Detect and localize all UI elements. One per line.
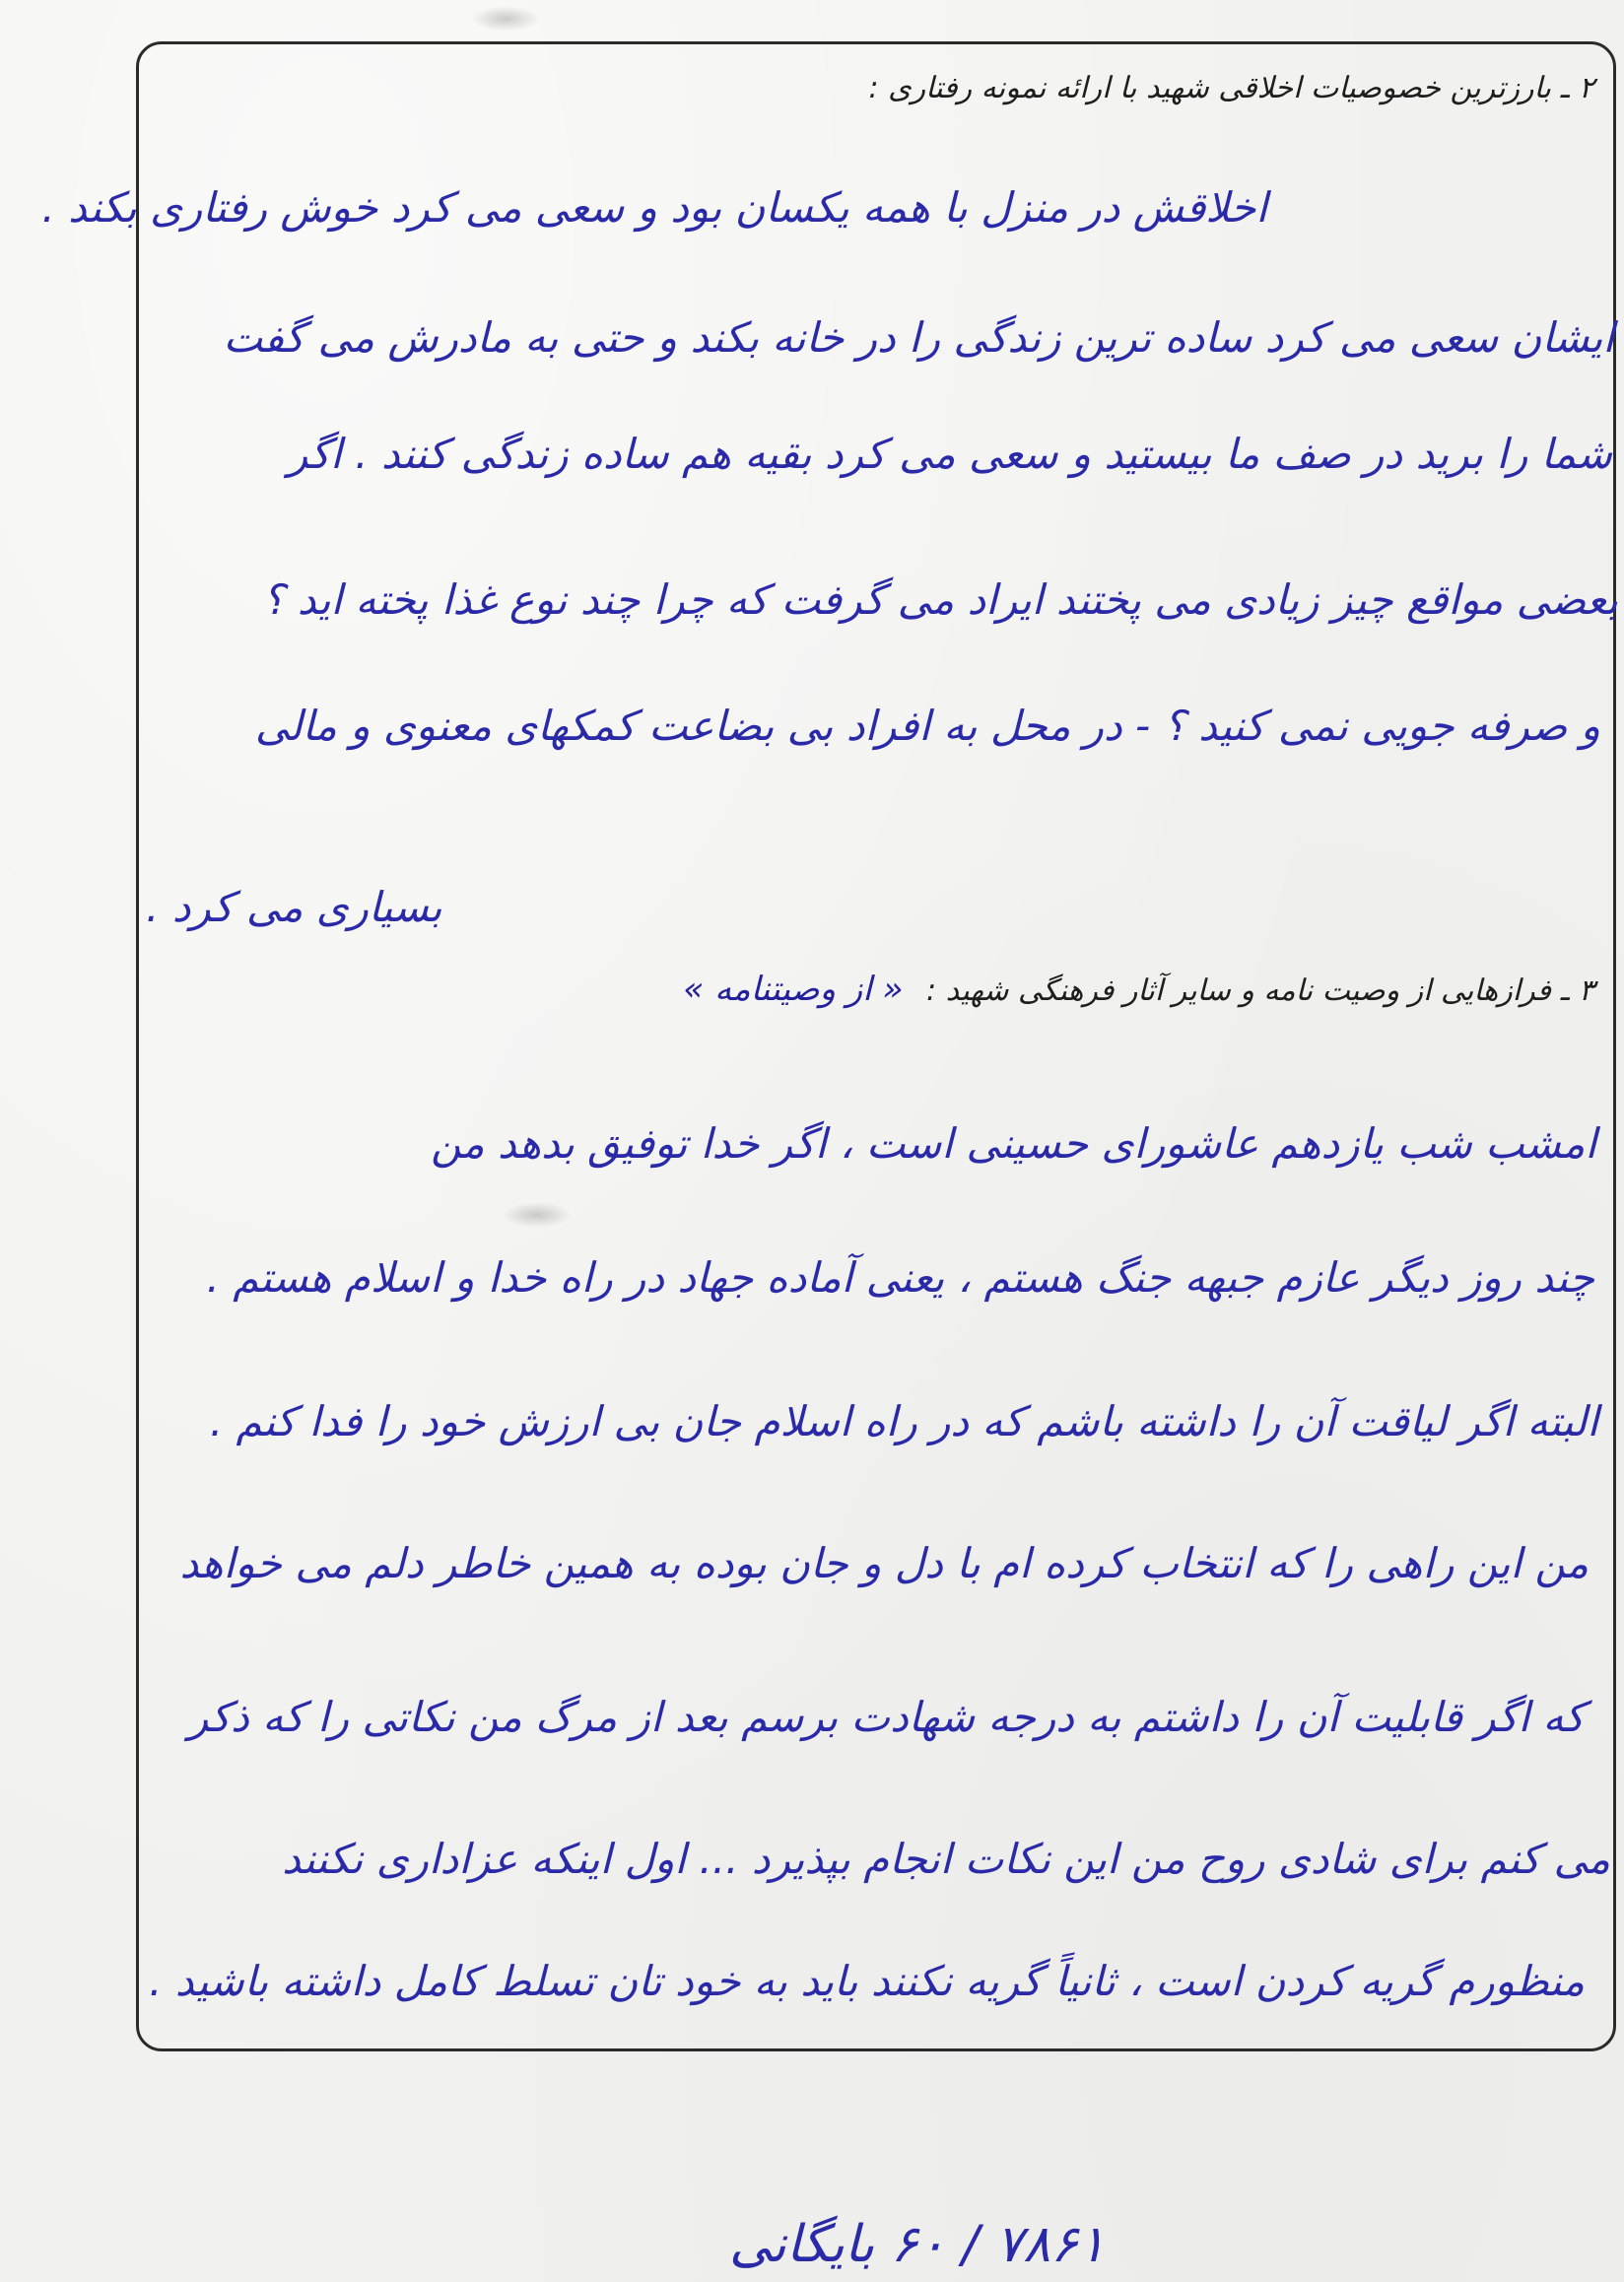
section-3-line: چند روز دیگر عازم جبهه جنگ هستم ، یعنی آماده جهاد در راه خدا و اسلام هستم . <box>206 1253 1594 1302</box>
section-2-line: اخلاقش در منزل با همه یکسان بود و سعی می کرد خوش رفتاری بکند . <box>41 183 1267 232</box>
scan-smudge <box>471 6 540 32</box>
section-3-heading-text: ۳ ـ فرازهایی از وصیت نامه و سایر آثار فرهنگی شهید : <box>926 973 1594 1008</box>
section-2-heading: ۲ ـ بارزترین خصوصیات اخلاقی شهید با ارائه نمونه رفتاری : <box>868 71 1594 105</box>
section-3-line: البته اگر لیاقت آن را داشته باشم که در راه اسلام جان بی ارزش خود را فدا کنم . <box>209 1397 1598 1445</box>
section-2-line: بسیاری می کرد . <box>146 883 442 931</box>
section-2-line: ایشان سعی می کرد ساده ترین زندگی را در خانه بکند و حتی به مادرش می گفت <box>223 313 1614 362</box>
section-2-line: شما را برید در صف ما بیستید و سعی می کرد بقیه هم ساده زندگی کنند . اگر <box>287 430 1612 478</box>
section-2-line: و صرفه جویی نمی کنید ؟ - در محل به افراد بی بضاعت کمکهای معنوی و مالی <box>254 702 1600 750</box>
section-2-line: بعضی مواقع چیز زیادی می پختند ایراد می گرفت که چرا چند نوع غذا پخته اید ؟ <box>262 575 1618 624</box>
section-3-line: که اگر قابلیت آن را داشتم به درجه شهادت برسم بعد از مرگ من نکاتی را که ذکر <box>187 1693 1585 1741</box>
section-3-line: منظورم گریه کردن است ، ثانیاً گریه نکنند باید به خود تان تسلط کامل داشته باشید . <box>149 1957 1585 2005</box>
section-3-line: امشب شب یازدهم عاشورای حسینی است ، اگر خدا توفیق بدهد من <box>431 1119 1596 1168</box>
will-quote-title: « از وصیتنامه » <box>683 970 904 1009</box>
archive-number: ۷۸۶۱ / ۶۰ بایگانی <box>729 2215 1106 2274</box>
section-3-heading <box>683 970 1594 1009</box>
section-3-line: من این راهی را که انتخاب کرده ام با دل و جان بوده به همین خاطر دلم می خواهد <box>179 1539 1589 1587</box>
section-3-line: می کنم برای شادی روح من این نکات انجام بپذیرد ... اول اینکه عزاداری نکنند <box>282 1835 1610 1883</box>
